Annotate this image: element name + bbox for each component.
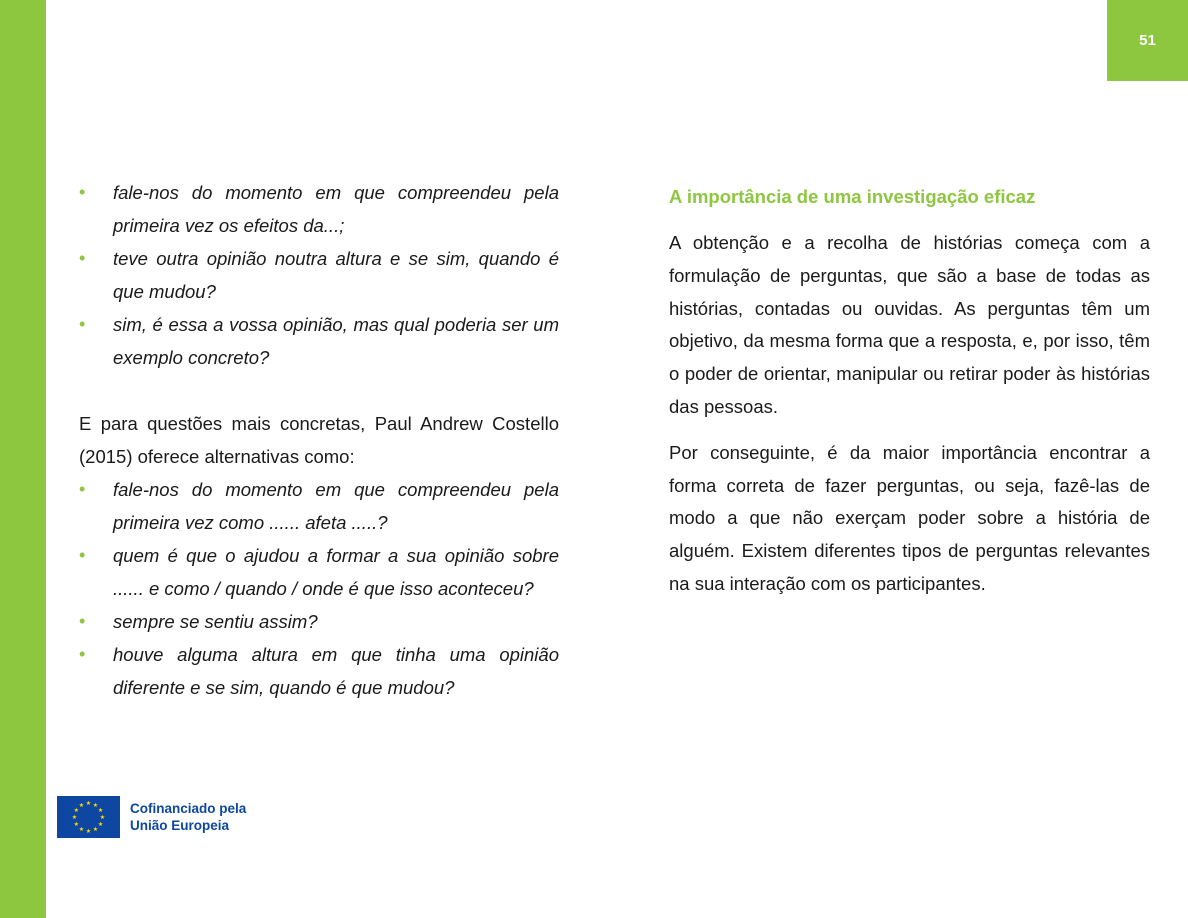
bullet-icon: • bbox=[79, 611, 86, 631]
bullet-icon: • bbox=[79, 545, 86, 565]
bullet-list-1 bbox=[79, 176, 559, 374]
eu-star-icon: ★ bbox=[78, 802, 85, 809]
bullet-icon: • bbox=[79, 248, 86, 268]
list-item-text: fale-nos do momento em que compreendeu pela primeira vez como ...... afeta .....? bbox=[113, 479, 559, 533]
eu-logo-line2: União Europeia bbox=[130, 818, 230, 833]
page-number-tab bbox=[1107, 0, 1188, 81]
list-item-text: quem é que o ajudou a formar a sua opinião sobre ...... e como / quando / onde é que isso aconteceu? bbox=[113, 545, 559, 599]
eu-logo-text bbox=[130, 800, 246, 834]
bullet-icon: • bbox=[79, 479, 86, 499]
eu-star-icon: ★ bbox=[92, 802, 99, 809]
eu-star-icon: ★ bbox=[99, 815, 106, 821]
left-accent-bar bbox=[0, 0, 46, 918]
bullet-icon: • bbox=[79, 644, 86, 664]
eu-star-icon: ★ bbox=[78, 827, 85, 834]
bullet-icon: • bbox=[79, 182, 86, 202]
list-item bbox=[79, 308, 559, 374]
list-item bbox=[79, 242, 559, 308]
bullet-list-2 bbox=[79, 473, 559, 704]
bullet-icon: • bbox=[79, 314, 86, 334]
list-item-text: fale-nos do momento em que compreendeu pela primeira vez os efeitos da...; bbox=[113, 182, 559, 236]
section-title: A importância de uma investigação eficaz bbox=[669, 186, 1036, 207]
list-item-text: teve outra opinião noutra altura e se sim, quando é que mudou? bbox=[113, 248, 559, 302]
body-paragraph: Por conseguinte, é da maior importância encontrar a forma correta de fazer perguntas, ou seja, fazê-las de modo a que não exerçam poder sobre a história de alguém. Existem diferentes tipos de perguntas relevantes na sua interação com os participantes. bbox=[669, 441, 1150, 594]
list-item bbox=[79, 473, 559, 539]
eu-star-icon: ★ bbox=[71, 815, 78, 821]
eu-star-icon: ★ bbox=[85, 801, 92, 807]
list-item bbox=[79, 539, 559, 605]
eu-star-icon: ★ bbox=[85, 829, 92, 835]
list-item bbox=[79, 638, 559, 704]
list-item bbox=[79, 605, 559, 638]
eu-star-icon: ★ bbox=[73, 808, 80, 814]
list-item-text: sempre se sentiu assim? bbox=[113, 611, 318, 632]
intro-paragraph: E para questões mais concretas, Paul Andrew Costello (2015) oferece alternativas como: bbox=[79, 413, 559, 467]
body-paragraph: A obtenção e a recolha de histórias começa com a formulação de perguntas, que são a base de todas as histórias, contadas ou ouvidas. As perguntas têm um objetivo, da mesma forma que a resposta, e, por isso, têm o poder de orientar, manipular ou retirar poder às histórias das pessoas. bbox=[669, 232, 1150, 417]
right-column bbox=[669, 180, 1150, 614]
eu-star-icon: ★ bbox=[92, 827, 99, 834]
eu-logo-line1: Cofinanciado pela bbox=[130, 801, 247, 816]
eu-star-icon: ★ bbox=[73, 822, 80, 828]
eu-star-icon: ★ bbox=[97, 808, 104, 814]
eu-cofunding-logo bbox=[57, 796, 246, 838]
list-item-text: sim, é essa a vossa opinião, mas qual poderia ser um exemplo concreto? bbox=[113, 314, 559, 368]
eu-star-icon: ★ bbox=[97, 822, 104, 828]
page-number: 51 bbox=[1139, 32, 1156, 49]
left-column bbox=[79, 176, 559, 704]
eu-flag-icon bbox=[57, 796, 120, 838]
list-item bbox=[79, 176, 559, 242]
list-item-text: houve alguma altura em que tinha uma opinião diferente e se sim, quando é que mudou? bbox=[113, 644, 559, 698]
